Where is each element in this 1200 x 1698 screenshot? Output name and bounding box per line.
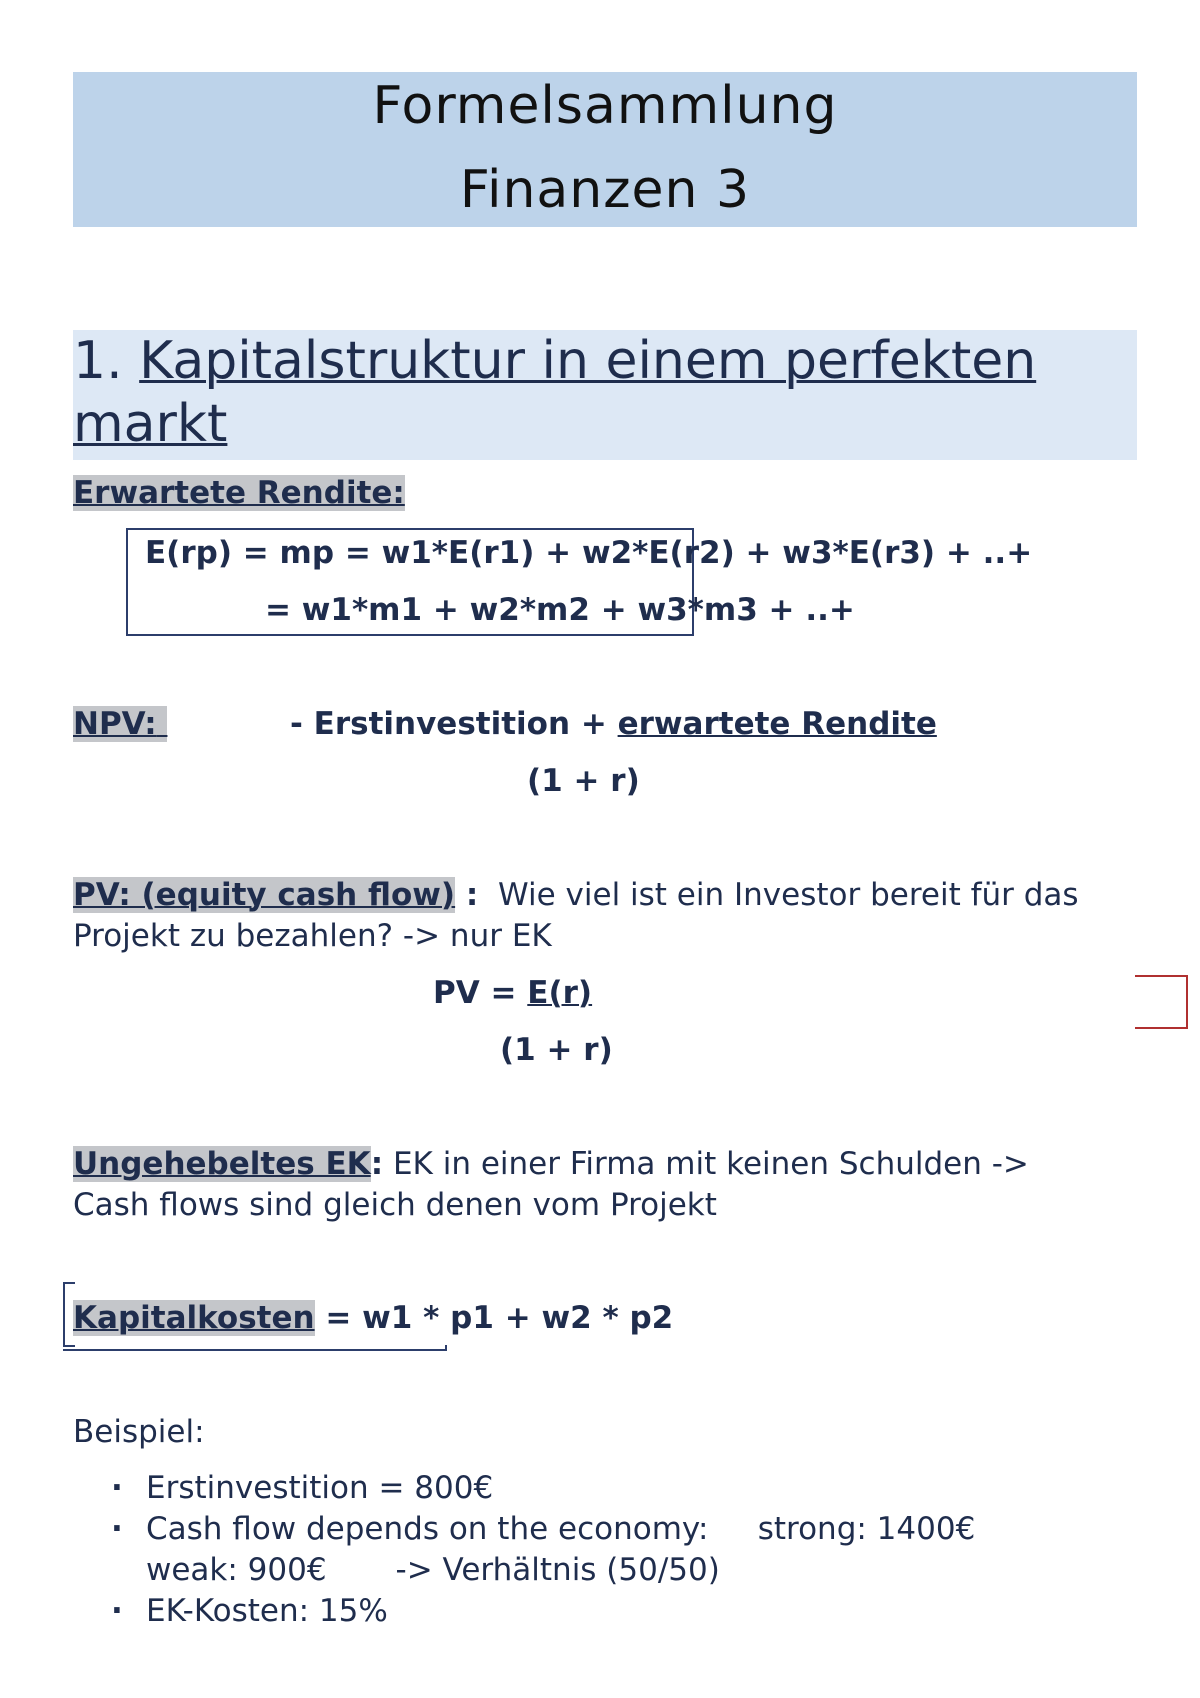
example-list <box>73 1468 1133 1632</box>
pv-formula-prefix: PV = <box>433 975 528 1011</box>
unlevered-line1 <box>73 1146 1029 1182</box>
document-title-line2: Finanzen 3 <box>459 160 751 220</box>
capital-cost-label: Kapitalkosten <box>73 1300 315 1336</box>
list-item-line2: weak: 900€ -> Verhältnis (50/50) <box>146 1552 720 1588</box>
capital-cost-line <box>73 1300 673 1336</box>
npv-label <box>73 706 167 742</box>
expected-return-formula-line2: = w1*m1 + w2*m2 + w3*m3 + ..+ <box>265 592 855 628</box>
section-heading <box>73 330 1137 456</box>
list-item: · EK-Kosten: 15% <box>73 1591 1133 1632</box>
document-title-line1: Formelsammlung <box>372 76 838 136</box>
section-number: 1. <box>73 331 123 391</box>
section-title-part1: Kapitalstruktur in einem perfekten <box>139 331 1037 391</box>
comment-marker <box>1135 975 1188 1029</box>
bracket-bottom <box>63 1345 447 1351</box>
pv-formula-numerator: E(r) <box>527 975 593 1011</box>
unlevered-label: Ungehebeltes EK <box>73 1146 371 1182</box>
unlevered-text-line2: Cash flows sind gleich denen vom Projekt <box>73 1187 717 1223</box>
example-heading: Beispiel: <box>73 1414 205 1450</box>
section-title-part2: markt <box>73 394 228 454</box>
list-item: · Erstinvestition = 800€ <box>73 1468 1133 1509</box>
npv-numerator <box>290 706 937 742</box>
pv-description-line2: Projekt zu bezahlen? -> nur EK <box>73 918 552 954</box>
pv-formula <box>433 975 592 1011</box>
list-item <box>73 1509 1133 1591</box>
pv-description-line1: Wie viel ist ein Investor bereit für das <box>498 877 1079 913</box>
npv-numerator-underlined: erwartete Rendite <box>617 706 937 742</box>
pv-label: PV: (equity cash flow) <box>73 877 456 913</box>
npv-label-text: NPV: <box>73 706 157 742</box>
list-item-line1: Cash flow depends on the economy: strong: 1400€ <box>146 1511 976 1547</box>
npv-numerator-prefix: - Erstinvestition + <box>290 706 618 742</box>
expected-return-label: Erwartete Rendite: <box>73 475 405 511</box>
pv-formula-denominator: (1 + r) <box>500 1032 613 1068</box>
capital-cost-formula: = w1 * p1 + w2 * p2 <box>314 1300 674 1336</box>
expected-return-formula-line1: E(rp) = mp = w1*E(r1) + w2*E(r2) + w3*E(r3) + ..+ <box>145 535 1033 571</box>
unlevered-colon: : <box>370 1146 384 1182</box>
unlevered-text-line1: EK in einer Firma mit keinen Schulden -> <box>383 1146 1029 1182</box>
pv-colon: : <box>455 877 479 913</box>
npv-denominator: (1 + r) <box>527 763 640 799</box>
pv-line1 <box>73 877 1079 913</box>
